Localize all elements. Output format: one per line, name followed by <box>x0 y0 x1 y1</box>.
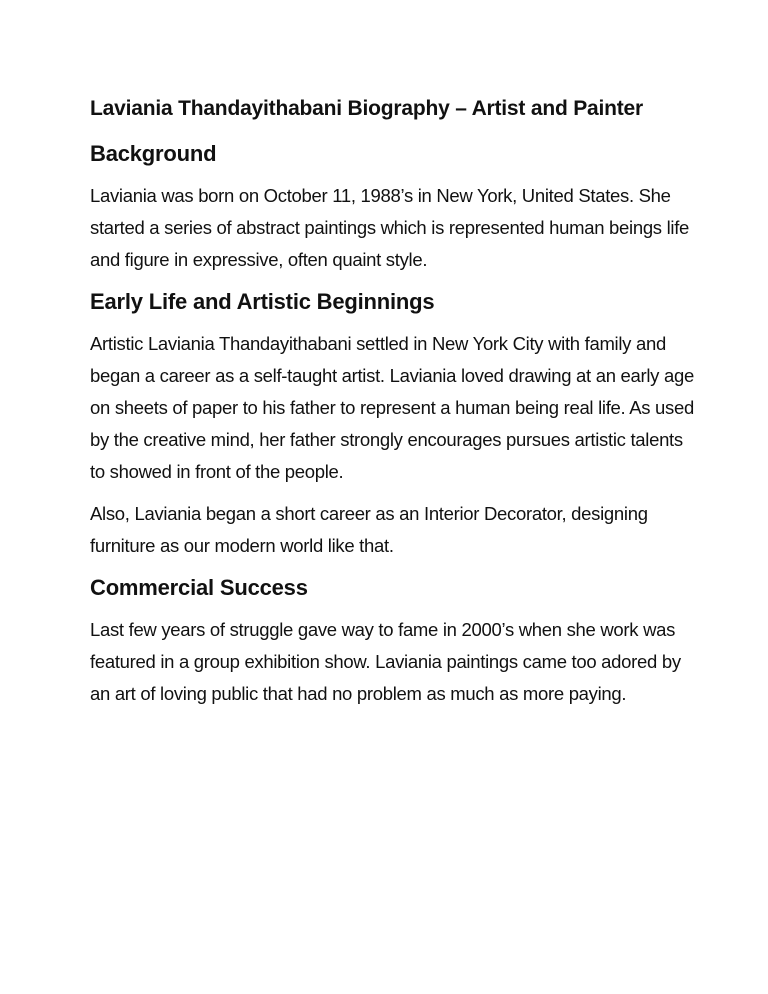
paragraph-early-life-1: Artistic Laviania Thandayithabani settled in New York City with family and began a career as a self-taught artist. Laviania loved drawing at an early age on sheets of paper to his father to represent a human being real life. As used by the creative mind, her father strongly encourages pursues artistic talents to showed in front of the people. <box>90 333 694 482</box>
paragraph-commercial-success: Last few years of struggle gave way to fame in 2000’s when she work was featured in a group exhibition show. Laviania paintings came too adored by an art of loving public that had no problem as much as more paying. <box>90 619 681 704</box>
section-heading-background: Background <box>90 141 217 166</box>
document-title: Laviania Thandayithabani Biography – Artist and Painter <box>90 97 644 120</box>
section-background <box>90 138 700 276</box>
section-heading-commercial-success: Commercial Success <box>90 575 308 600</box>
document-page <box>90 92 700 720</box>
paragraph-background: Laviania was born on October 11, 1988’s in New York, United States. She started a series of abstract paintings which is represented human beings life and figure in expressive, often quaint style. <box>90 185 690 270</box>
section-early-life <box>90 286 700 562</box>
section-heading-early-life: Early Life and Artistic Beginnings <box>90 289 435 314</box>
paragraph-early-life-2: Also, Laviania began a short career as an Interior Decorator, designing furniture as our modern world like that. <box>90 503 648 556</box>
section-commercial-success <box>90 572 700 710</box>
